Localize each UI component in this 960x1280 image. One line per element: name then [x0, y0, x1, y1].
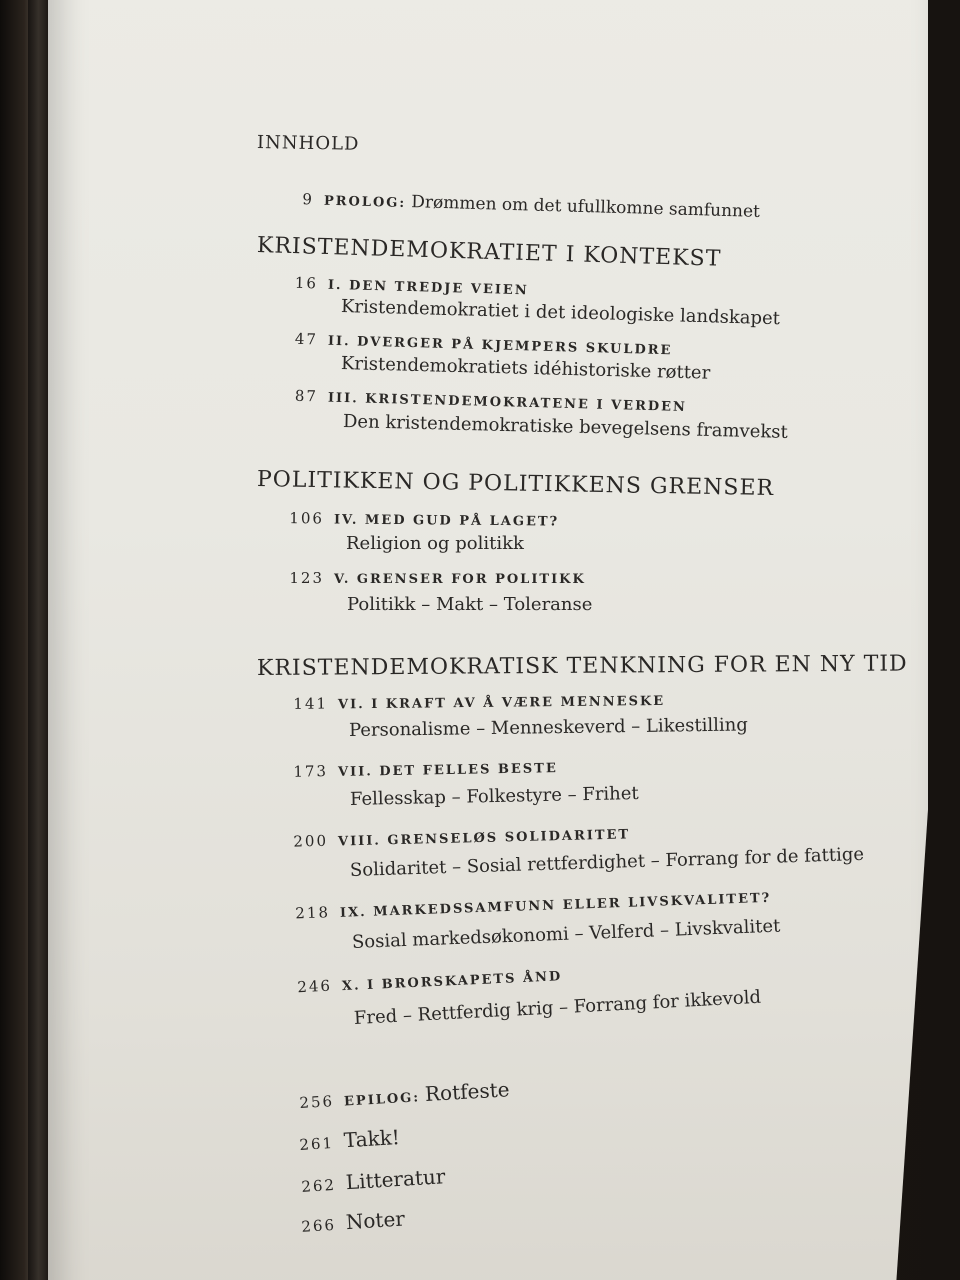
- chapter-title: IX. MARKEDSSAMFUNN ELLER LIVSKVALITET?: [339, 890, 772, 921]
- page-number: 261: [298, 1133, 335, 1154]
- chapter-title-row: [280, 965, 563, 997]
- back-matter-entry: [283, 1206, 405, 1238]
- chapter-subtitle: Kristendemokratiet i det ideologiske landskapet: [340, 296, 781, 330]
- epilog-label: EPILOG:: [343, 1090, 421, 1110]
- back-matter-text: Noter: [345, 1206, 406, 1235]
- section-heading: KRISTENDEMOKRATISK TENKNING FOR EN NY TID: [256, 651, 908, 681]
- chapter-title: VI. I KRAFT AV Å VÆRE MENNESKE: [337, 693, 666, 713]
- chapter-subtitle: Personalisme – Menneskeverd – Likestilling: [348, 714, 748, 741]
- page-number: 9: [302, 190, 315, 209]
- chapter-subtitle: Den kristendemokratiske bevegelsens framvekst: [342, 411, 788, 443]
- chapter-subtitle: Fellesskap – Folkestyre – Frihet: [349, 782, 639, 810]
- chapter-title: III. KRISTENDEMOKRATENE I VERDEN: [327, 390, 688, 416]
- section-heading: POLITIKKEN OG POLITIKKENS GRENSER: [256, 467, 775, 502]
- page-number: 47: [294, 329, 319, 349]
- chapter-subtitle: Kristendemokratiets idéhistoriske røtter: [340, 353, 711, 384]
- epilog-entry: [281, 1077, 510, 1114]
- chapter-title: X. I BRORSKAPETS ÅND: [341, 969, 563, 995]
- chapter-title: VIII. GRENSELØS SOLIDARITET: [337, 827, 631, 850]
- back-matter-entry: [283, 1164, 446, 1198]
- section-heading: KRISTENDEMOKRATIET I KONTEKST: [256, 233, 722, 272]
- epilog-text: Rotfeste: [424, 1077, 511, 1106]
- chapter-title-row: [276, 823, 631, 851]
- page-number: 246: [296, 976, 333, 997]
- chapter-subtitle: Fred – Rettferdig krig – Forrang for ikkevold: [353, 986, 762, 1029]
- page-number: 141: [293, 694, 329, 713]
- page-number: 87: [294, 386, 319, 406]
- prolog-text: Drømmen om det ufullkomne samfunnet: [411, 192, 761, 222]
- back-matter-entry: [281, 1125, 400, 1156]
- back-matter-text: Litteratur: [345, 1164, 446, 1195]
- chapter-title-row: [266, 272, 529, 298]
- back-matter-text: Takk!: [343, 1125, 401, 1153]
- chapter-title-row: [272, 568, 586, 587]
- page-number: 106: [289, 509, 325, 528]
- prolog-entry: [262, 188, 760, 222]
- chapter-title-row: [272, 508, 559, 530]
- page-number: 123: [289, 569, 324, 587]
- chapter-subtitle: Sosial markedsøkonomi – Velferd – Livskvalitet: [351, 915, 781, 953]
- chapter-title: IV. MED GUD PÅ LAGET?: [333, 512, 560, 530]
- chapter-title-row: [276, 690, 665, 713]
- toc-title: INNHOLD: [256, 132, 360, 155]
- chapter-title: VII. DET FELLES BESTE: [337, 761, 558, 780]
- prolog-label: PROLOG:: [323, 193, 407, 212]
- chapter-title-row: [278, 887, 772, 923]
- page-number: 200: [293, 831, 329, 851]
- chapter-title: V. GRENSER FOR POLITIKK: [334, 572, 586, 587]
- page-number: 256: [298, 1092, 335, 1113]
- chapter-title: I. DEN TREDJE VEIEN: [327, 277, 529, 299]
- chapter-title-row: [266, 385, 687, 415]
- page-number: 218: [295, 903, 331, 923]
- chapter-title-row: [266, 328, 673, 358]
- page-number: 262: [300, 1175, 337, 1196]
- chapter-title-row: [276, 757, 558, 781]
- page-number: 16: [294, 273, 319, 293]
- chapter-subtitle: Religion og politikk: [346, 533, 524, 554]
- chapter-subtitle: Politikk – Makt – Toleranse: [347, 594, 593, 615]
- page-number: 173: [293, 762, 329, 781]
- chapter-subtitle: Solidaritet – Sosial rettferdighet – Forrang for de fattige: [349, 843, 865, 881]
- page-number: 266: [300, 1215, 337, 1236]
- chapter-title: II. DVERGER PÅ KJEMPERS SKULDRE: [327, 333, 673, 359]
